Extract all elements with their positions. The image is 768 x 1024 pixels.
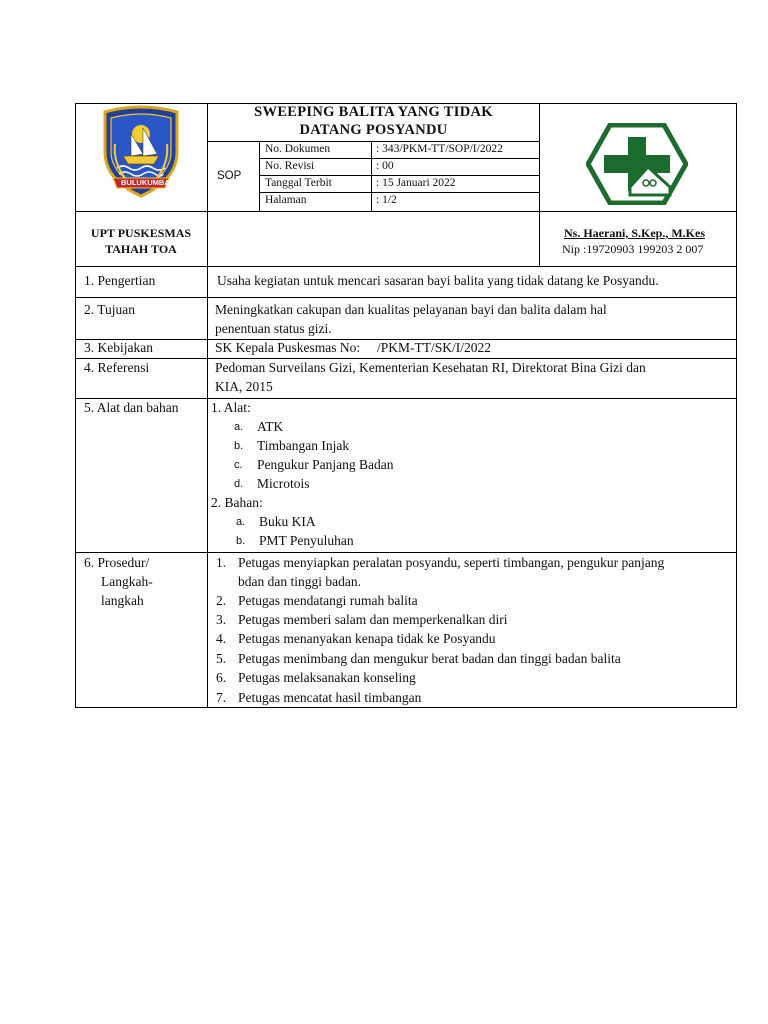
- puskesmas-logo: [586, 123, 688, 213]
- row-text-referensi-line2: KIA, 2015: [215, 379, 273, 394]
- alat-item: ATK: [257, 419, 284, 434]
- alat-item: Timbangan Injak: [257, 438, 350, 453]
- table-border-bottom: [75, 707, 737, 708]
- row-label-referensi: 4. Referensi: [84, 360, 150, 375]
- meta-value-no-dokumen: : 343/PKM-TT/SOP/I/2022: [376, 143, 503, 155]
- row-text-pengertian: Usaha kegiatan untuk mencari sasaran bayi balita yang tidak datang ke Posyandu.: [217, 273, 659, 288]
- step-number: 1.: [216, 555, 227, 570]
- meta-label-no-dokumen: No. Dokumen: [265, 143, 331, 155]
- bahan-item: Buku KIA: [259, 514, 316, 529]
- step-number: 7.: [216, 690, 227, 705]
- row-label-prosedur: 6. Prosedur/: [84, 555, 150, 570]
- meta-label-halaman: Halaman: [265, 194, 307, 206]
- alat-heading: 1. Alat:: [211, 400, 251, 415]
- table-border-right: [736, 103, 737, 708]
- bahan-item: PMT Penyuluhan: [259, 533, 354, 548]
- step-number: 3.: [216, 612, 227, 627]
- document-title: SWEEPING BALITA YANG TIDAK: [254, 104, 493, 120]
- divider: [207, 103, 208, 708]
- alat-item: Microtois: [257, 476, 310, 491]
- signer-name: Ns. Haerani, S.Kep., M.Kes: [564, 226, 705, 240]
- divider: [75, 266, 737, 267]
- regency-logo: [99, 104, 183, 200]
- step-text: Petugas mendatangi rumah balita: [238, 593, 418, 608]
- document-title-line2: DATANG POSYANDU: [299, 122, 448, 138]
- meta-value-halaman: : 1/2: [376, 194, 397, 206]
- step-number: 4.: [216, 631, 227, 646]
- signer-nip: Nip :19720903 199203 2 007: [562, 242, 704, 256]
- divider: [75, 358, 737, 359]
- alat-item-mark: d.: [234, 478, 244, 490]
- row-text-referensi: Pedoman Surveilans Gizi, Kementerian Kesehatan RI, Direktorat Bina Gizi dan: [215, 360, 646, 375]
- divider: [259, 158, 540, 159]
- bahan-heading: 2. Bahan:: [211, 495, 263, 510]
- divider: [259, 175, 540, 176]
- row-label-pengertian: 1. Pengertian: [84, 273, 156, 288]
- divider: [207, 141, 540, 142]
- divider: [259, 141, 260, 211]
- row-text-kebijakan: SK Kepala Puskesmas No: /PKM-TT/SK/I/2022: [215, 340, 491, 355]
- row-label-prosedur-line2: Langkah-: [101, 574, 153, 589]
- row-label-kebijakan: 3. Kebijakan: [84, 340, 153, 355]
- divider: [259, 192, 540, 193]
- alat-item-mark: a.: [234, 421, 244, 433]
- alat-item-mark: c.: [234, 459, 243, 471]
- meta-value-tanggal-terbit: : 15 Januari 2022: [376, 177, 456, 189]
- bahan-item-mark: b.: [236, 535, 246, 547]
- org-name-line2: TAHAH TOA: [105, 242, 177, 256]
- alat-item-mark: b.: [234, 440, 244, 452]
- divider: [75, 398, 737, 399]
- alat-item: Pengukur Panjang Badan: [257, 457, 394, 472]
- step-text: Petugas memberi salam dan memperkenalkan diri: [238, 612, 508, 627]
- sop-label: SOP: [217, 170, 242, 182]
- step-number: 6.: [216, 670, 227, 685]
- table-border-left: [75, 103, 76, 708]
- row-text-tujuan-line2: penentuan status gizi.: [215, 321, 332, 336]
- step-text: Petugas menyiapkan peralatan posyandu, seperti timbangan, pengukur panjang: [238, 555, 665, 570]
- meta-label-no-revisi: No. Revisi: [265, 160, 315, 172]
- divider: [75, 552, 737, 553]
- org-name: UPT PUSKESMAS: [90, 226, 192, 240]
- step-text: Petugas melaksanakan konseling: [238, 670, 416, 685]
- row-label-alat-bahan: 5. Alat dan bahan: [84, 400, 179, 415]
- row-text-tujuan: Meningkatkan cakupan dan kualitas pelayanan bayi dan balita dalam hal: [215, 302, 607, 317]
- step-text: Petugas menimbang dan mengukur berat badan dan tinggi badan balita: [238, 651, 621, 666]
- step-number: 5.: [216, 651, 227, 666]
- row-label-tujuan: 2. Tujuan: [84, 302, 136, 317]
- meta-label-tanggal-terbit: Tanggal Terbit: [265, 177, 332, 189]
- divider: [75, 297, 737, 298]
- meta-value-no-revisi: : 00: [376, 160, 394, 172]
- step-text-line2: bdan dan tinggi badan.: [238, 574, 361, 589]
- step-text: Petugas menanyakan kenapa tidak ke Posyandu: [238, 631, 496, 646]
- step-number: 2.: [216, 593, 227, 608]
- step-text: Petugas mencatat hasil timbangan: [238, 690, 422, 705]
- row-label-prosedur-line3: langkah: [101, 593, 144, 608]
- logo-banner-text: BULUKUMBA: [121, 178, 170, 187]
- divider: [371, 141, 372, 211]
- bahan-item-mark: a.: [236, 516, 246, 528]
